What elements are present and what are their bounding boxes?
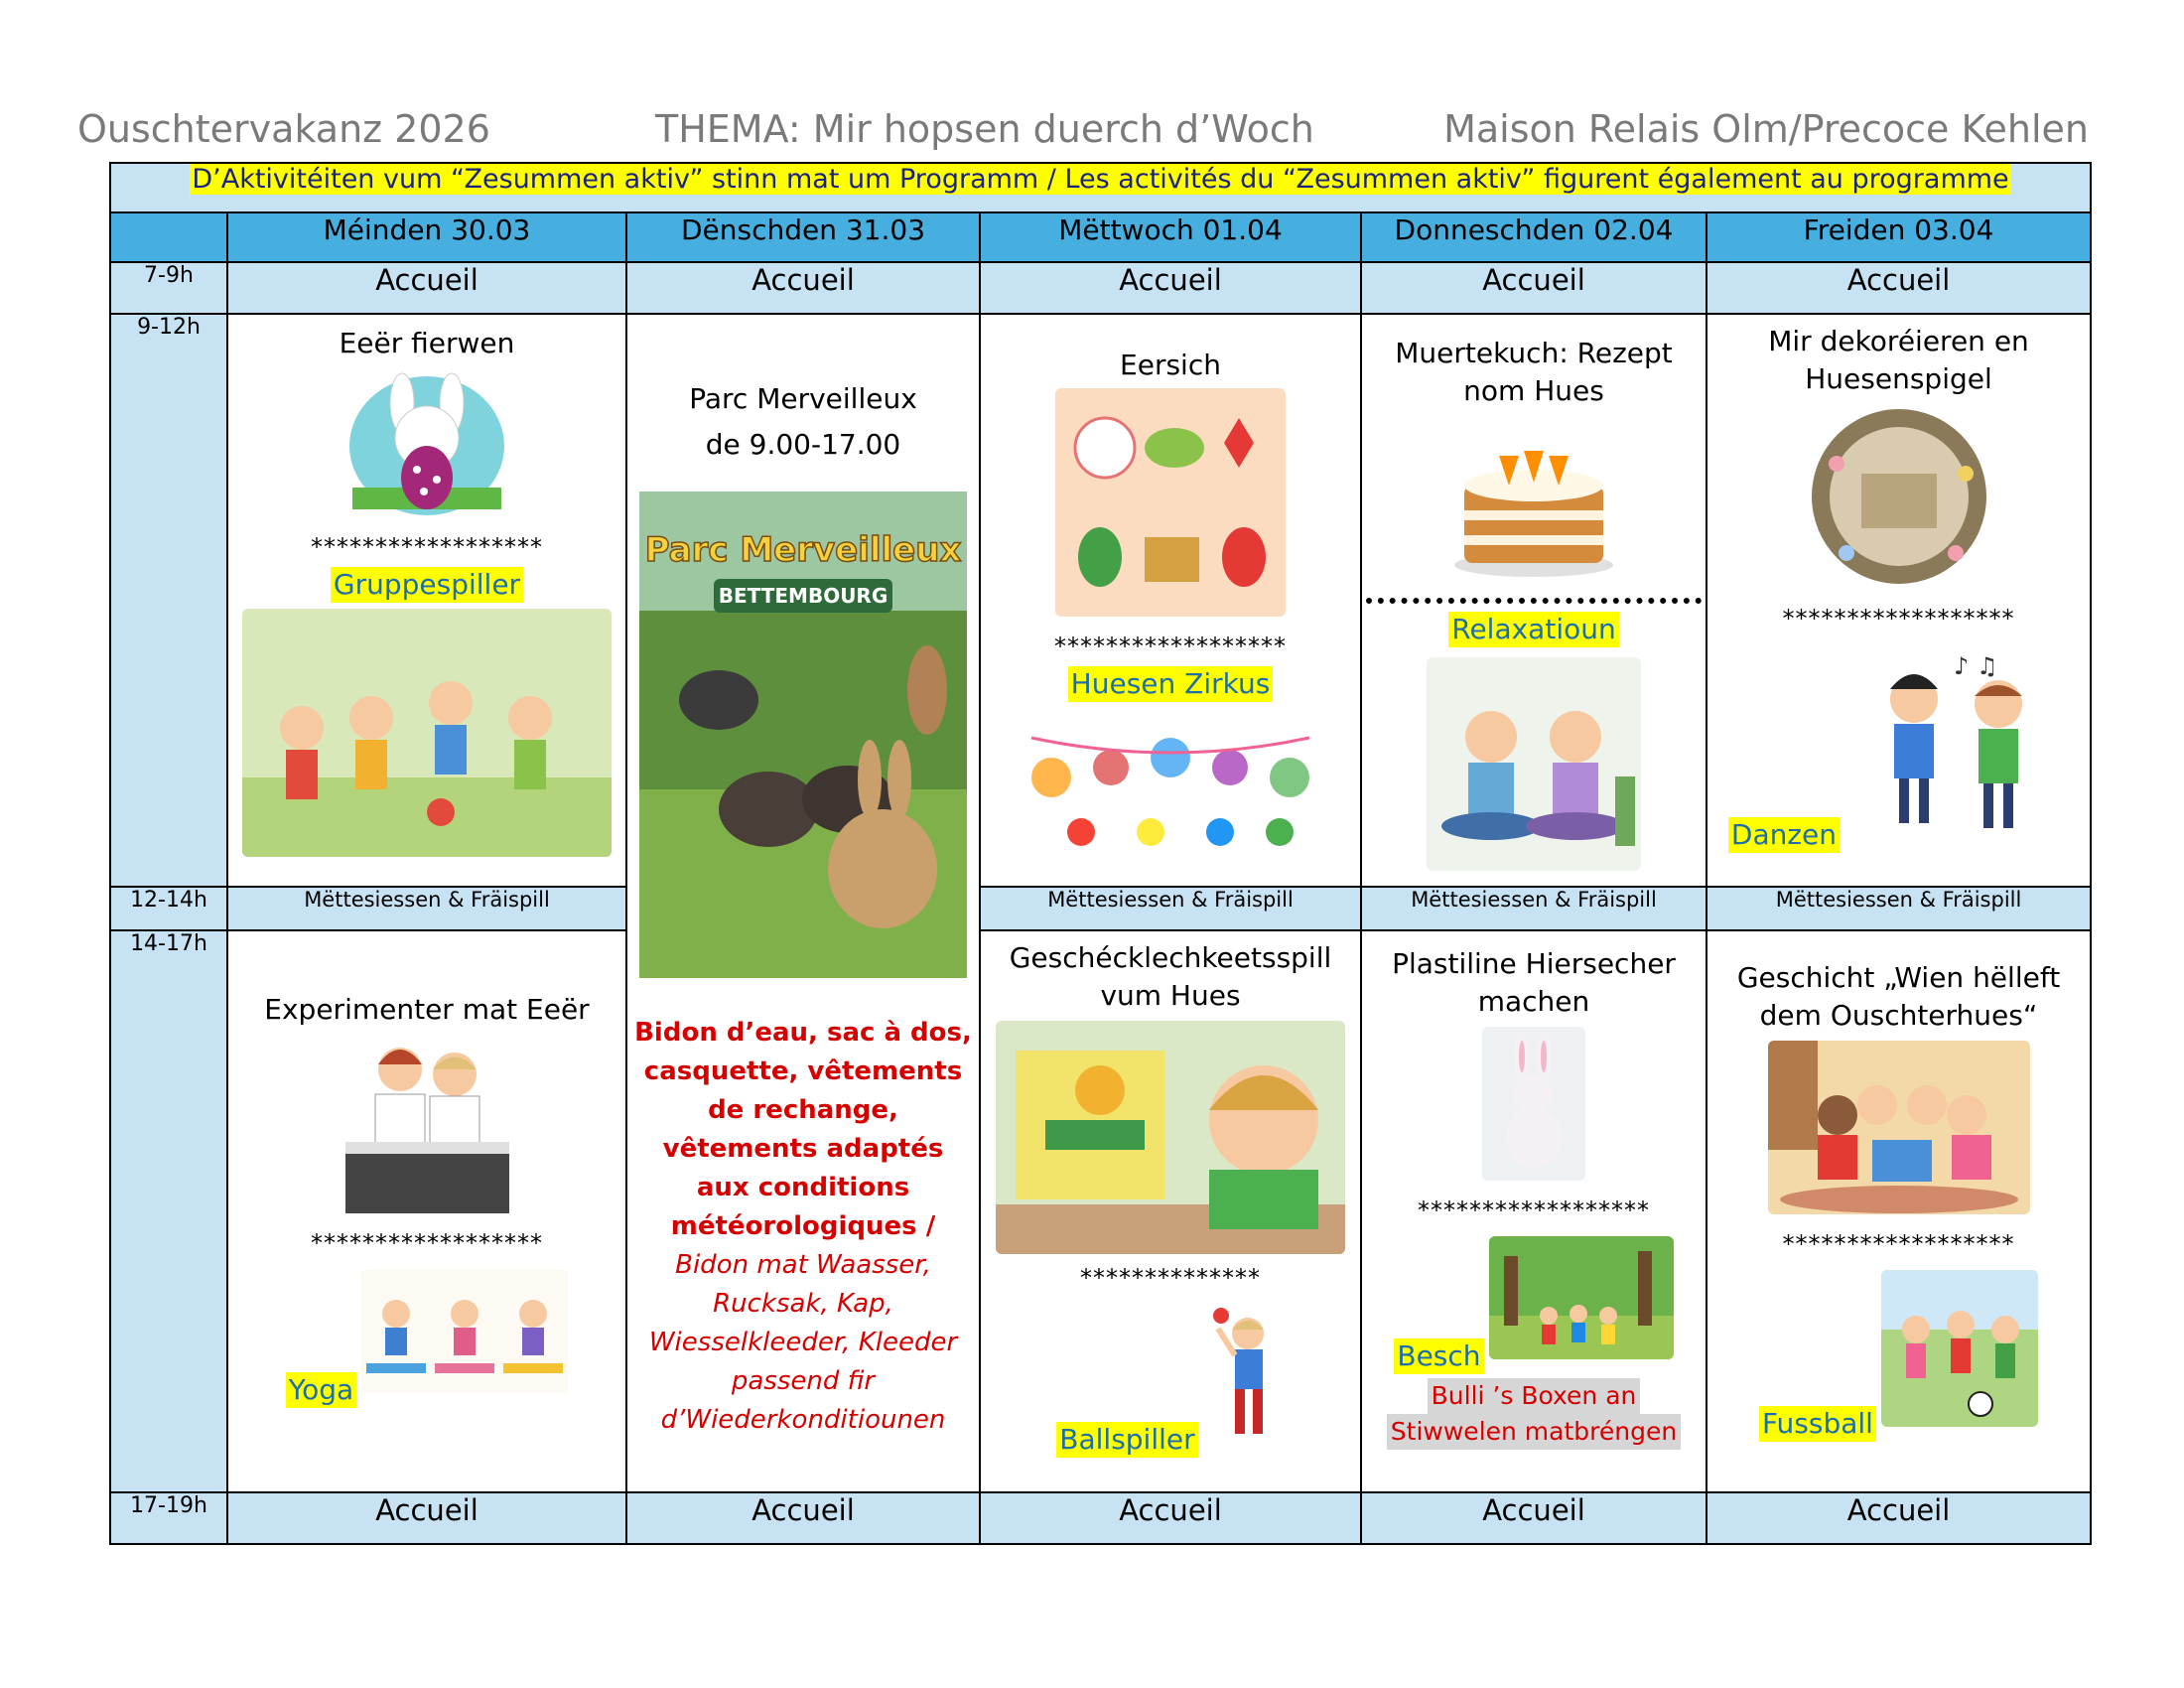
accueil-cell: Accueil <box>626 1492 980 1544</box>
activity-highlight: Relaxatioun <box>1448 612 1618 647</box>
activity-title: Eersich <box>1120 349 1221 382</box>
lunch-cell: Mëttesiessen & Fräispill <box>1706 887 2091 930</box>
accueil-cell: Accueil <box>1361 1492 1706 1544</box>
activity-title: Eeër fierwen <box>339 327 515 360</box>
bring-boots-note-line2: Stiwwelen matbréngen <box>1387 1414 1681 1450</box>
accueil-cell: Accueil <box>1361 262 1706 314</box>
accueil-cell: Accueil <box>626 262 980 314</box>
wednesday-afternoon <box>980 930 1361 1492</box>
activity-highlight: Besch <box>1394 1338 1483 1374</box>
time-9-12: 9-12h <box>110 314 227 886</box>
day-header-thursday: Donneschden 02.04 <box>1361 212 1706 262</box>
activity-highlight: Fussball <box>1759 1406 1876 1442</box>
excursion-time: de 9.00-17.00 <box>705 428 901 462</box>
activity-title: Geschécklechkeetsspill vum Hues <box>1009 940 1332 1012</box>
activity-highlight: Gruppespiller <box>331 567 523 603</box>
time-12-14: 12-14h <box>110 887 227 930</box>
zesummen-aktiv-banner: D’Aktivitéiten vum “Zesummen aktiv” stinn mat um Programm / Les activités du “Zesummen aktiv” figurent également au programme <box>192 164 2009 195</box>
bring-boots-note-line1: Bulli ’s Boxen an <box>1428 1378 1641 1414</box>
accueil-cell: Accueil <box>227 1492 626 1544</box>
separator-stars: ****************** <box>1782 1229 2015 1258</box>
svg-text:♪ ♫: ♪ ♫ <box>1954 652 1998 681</box>
separator-stars: ****************** <box>311 533 543 562</box>
lunch-cell: Mëttesiessen & Fräispill <box>227 887 626 930</box>
skill-game-illustration <box>996 1021 1345 1254</box>
easter-mirror-wreath-illustration <box>1807 404 1991 589</box>
header-left-title: Ouschtervakanz 2026 <box>77 107 490 151</box>
time-7-9: 7-9h <box>110 262 227 314</box>
afternoon-row <box>110 930 2091 1492</box>
activity-title: Mir dekoréieren en Huesenspigel <box>1768 325 2029 396</box>
accueil-cell: Accueil <box>1706 1492 2091 1544</box>
relaxation-illustration <box>1427 657 1641 871</box>
lunch-row <box>110 887 2091 930</box>
activity-highlight: Huesen Zirkus <box>1068 666 1274 702</box>
morning-accueil-row <box>110 262 2091 314</box>
story-reading-illustration <box>1768 1041 2030 1214</box>
accueil-cell: Accueil <box>1706 262 2091 314</box>
children-dancing-illustration <box>1844 644 2069 838</box>
friday-afternoon <box>1706 930 2091 1492</box>
time-17-19: 17-19h <box>110 1492 227 1544</box>
days-header-row <box>110 212 2091 262</box>
thursday-morning <box>1361 314 1706 886</box>
evening-accueil-row <box>110 1492 2091 1544</box>
monday-afternoon <box>227 930 626 1492</box>
excursion-title: Parc Merveilleux <box>689 382 917 416</box>
dotted-separator <box>1366 598 1702 604</box>
boy-throwing-ball-illustration <box>1203 1304 1285 1443</box>
packing-list-lu: Bidon mat Waasser, Rucksak, Kap, Wiesselkleeder, Kleeder passend fir d’Wiederkonditiounen <box>648 1250 958 1436</box>
header-location: Maison Relais Olm/Precoce Kehlen <box>1443 107 2089 151</box>
children-playing-illustration <box>242 609 612 857</box>
time-14-17: 14-17h <box>110 930 227 1492</box>
wednesday-morning <box>980 314 1361 886</box>
parc-merveilleux-poster <box>639 492 967 978</box>
schedule-table <box>109 162 2092 1545</box>
header-theme: THEMA: Mir hopsen duerch d’Woch <box>655 107 1314 151</box>
clay-bunny-illustration <box>1482 1027 1585 1181</box>
separator-stars: ************** <box>1080 1263 1261 1292</box>
poster-title: Parc Merveilleux <box>644 530 962 571</box>
egg-experiment-illustration <box>341 1035 514 1213</box>
day-header-monday: Méinden 30.03 <box>227 212 626 262</box>
separator-stars: ****************** <box>311 1228 543 1257</box>
easter-stickers-illustration <box>1055 388 1286 617</box>
children-football-illustration <box>1881 1270 2038 1427</box>
poster-subtitle: BETTEMBOURG <box>718 584 888 609</box>
bunny-circus-illustration <box>1022 708 1319 857</box>
activity-title: Plastiline Hiersecher machen <box>1392 946 1676 1018</box>
activity-highlight: Ballspiller <box>1056 1422 1197 1458</box>
forest-illustration <box>1489 1236 1674 1359</box>
accueil-cell: Accueil <box>980 1492 1361 1544</box>
day-header-wednesday: Mëttwoch 01.04 <box>980 212 1361 262</box>
tuesday-excursion <box>626 314 980 1492</box>
monday-morning <box>227 314 626 886</box>
day-header-tuesday: Dënschden 31.03 <box>626 212 980 262</box>
lunch-cell: Mëttesiessen & Fräispill <box>1361 887 1706 930</box>
packing-list-fr: Bidon d’eau, sac à dos, casquette, vêtements de rechange, vêtements adaptés aux conditions météorologiques / <box>634 1018 972 1242</box>
corner-cell <box>110 212 227 262</box>
separator-stars: ****************** <box>1054 633 1287 661</box>
lunch-cell: Mëttesiessen & Fräispill <box>980 887 1361 930</box>
activity-title: Geschicht „Wien hëlleft dem Ouschterhues“ <box>1736 960 2061 1032</box>
separator-stars: ****************** <box>1418 1196 1650 1224</box>
yoga-illustration <box>361 1269 568 1393</box>
thursday-afternoon <box>1361 930 1706 1492</box>
carrot-cake-illustration <box>1449 416 1618 580</box>
friday-morning <box>1706 314 2091 886</box>
separator-stars: ****************** <box>1782 605 2015 633</box>
accueil-cell: Accueil <box>980 262 1361 314</box>
easter-bunny-egg-icon <box>342 368 511 517</box>
activity-highlight: Yoga <box>286 1372 356 1408</box>
activity-highlight: Danzen <box>1728 817 1840 853</box>
activity-title: Experimenter mat Eeër <box>264 992 590 1026</box>
activity-title: Muertekuch: Rezept nom Hues <box>1395 337 1673 408</box>
day-header-friday: Freiden 03.04 <box>1706 212 2091 262</box>
morning-row <box>110 314 2091 886</box>
accueil-cell: Accueil <box>227 262 626 314</box>
banner-row <box>110 163 2091 212</box>
